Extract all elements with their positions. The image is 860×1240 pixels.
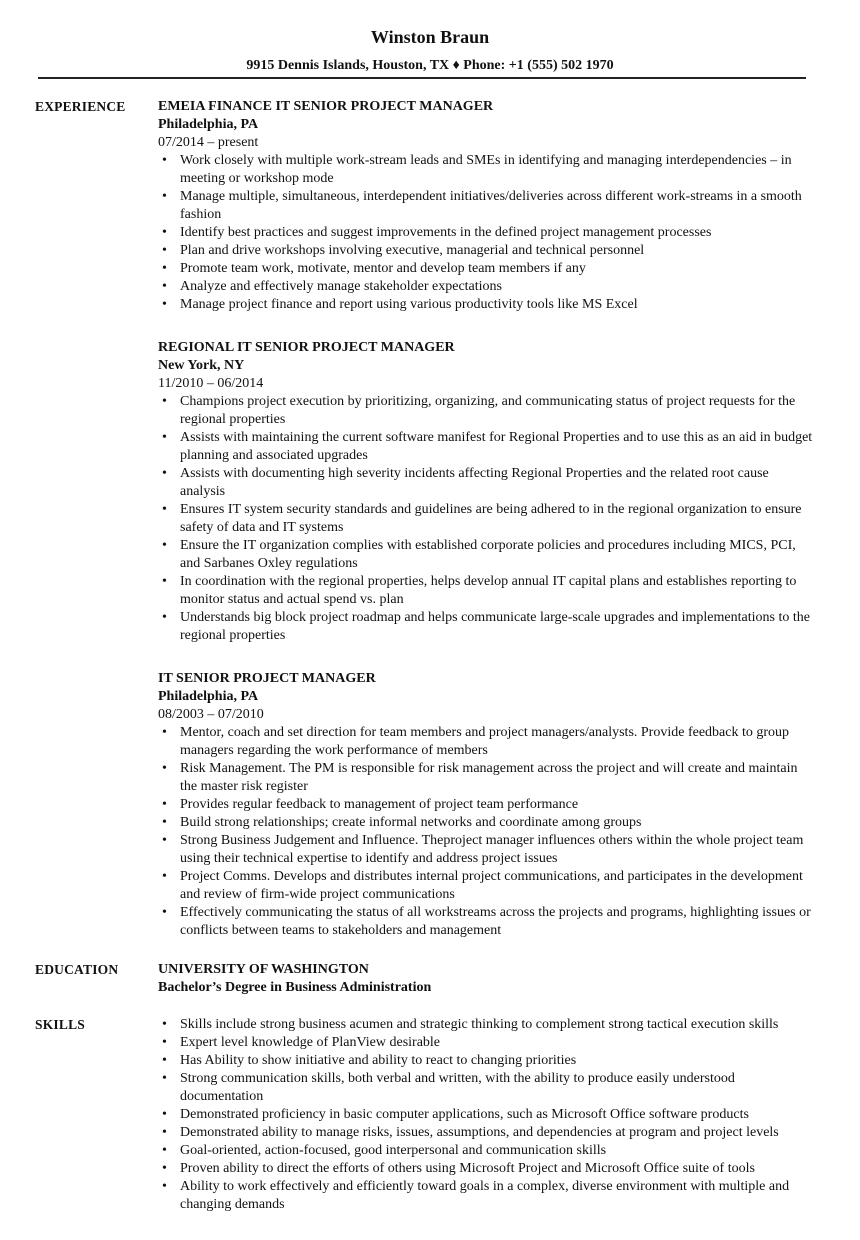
job-title: IT SENIOR PROJECT MANAGER bbox=[158, 671, 376, 686]
job-entry bbox=[158, 670, 813, 940]
bullet-item: • Risk Management. The PM is responsible for risk management across the project and will create and maintain the master risk register bbox=[158, 760, 813, 796]
bullet-item: • Ability to work effectively and efficiently toward goals in a complex, diverse environment with multiple and changing demands bbox=[158, 1178, 813, 1214]
bullet-item: • Proven ability to direct the efforts of others using Microsoft Project and Microsoft Office suite of tools bbox=[158, 1160, 813, 1178]
section-label-experience: EXPERIENCE bbox=[35, 99, 126, 114]
school-name: UNIVERSITY OF WASHINGTON bbox=[158, 962, 369, 977]
bullet-item: • Promote team work, motivate, mentor and develop team members if any bbox=[158, 260, 813, 278]
bullet-item: • Strong communication skills, both verbal and written, with the ability to produce easily understood documentation bbox=[158, 1070, 813, 1106]
bullet-item: • Ensure the IT organization complies with established corporate policies and procedures including MICS, PCI, and Sarbanes Oxley regulations bbox=[158, 537, 813, 573]
bullet-item: • Assists with documenting high severity incidents affecting Regional Properties and the related root cause analysis bbox=[158, 465, 813, 501]
bullet-item: • Provides regular feedback to management of project team performance bbox=[158, 796, 813, 814]
education-body bbox=[158, 961, 813, 997]
job-location: New York, NY bbox=[158, 358, 245, 373]
section-label-education: EDUCATION bbox=[35, 962, 119, 977]
job-bullets bbox=[158, 152, 813, 314]
bullet-item: • Assists with maintaining the current software manifest for Regional Properties and to use this as an aid in budget planning and associated upgrades bbox=[158, 429, 813, 465]
job-entry bbox=[158, 98, 813, 314]
bullet-item: • Skills include strong business acumen and strategic thinking to complement strong tactical execution skills bbox=[158, 1016, 813, 1034]
job-bullets bbox=[158, 393, 813, 645]
bullet-item: • Mentor, coach and set direction for team members and project managers/analysts. Provide feedback to group managers regarding the work performance of members bbox=[158, 724, 813, 760]
bullet-item: • In coordination with the regional properties, helps develop annual IT capital plans and establishes reporting to monitor status and actual spend vs. plan bbox=[158, 573, 813, 609]
experience-body bbox=[158, 98, 813, 965]
job-entry bbox=[158, 339, 813, 645]
bullet-item: • Goal-oriented, action-focused, good interpersonal and communication skills bbox=[158, 1142, 813, 1160]
job-title: REGIONAL IT SENIOR PROJECT MANAGER bbox=[158, 340, 455, 355]
job-title: EMEIA FINANCE IT SENIOR PROJECT MANAGER bbox=[158, 99, 494, 114]
bullet-item: • Strong Business Judgement and Influence. Theproject manager influences others within the whole project team using their technical expertise to identify and address project issues bbox=[158, 832, 813, 868]
bullet-item: • Manage multiple, simultaneous, interdependent initiatives/deliveries across different work-streams in a smooth fashion bbox=[158, 188, 813, 224]
job-location: Philadelphia, PA bbox=[158, 689, 259, 704]
job-dates: 11/2010 – 06/2014 bbox=[158, 376, 264, 391]
section-label-skills: SKILLS bbox=[35, 1017, 85, 1032]
skills-body bbox=[158, 1016, 813, 1214]
degree-name: Bachelor’s Degree in Business Administration bbox=[158, 980, 432, 995]
bullet-item: • Work closely with multiple work-stream leads and SMEs in identifying and managing interdependencies – in meeting or workshop mode bbox=[158, 152, 813, 188]
bullet-item: • Identify best practices and suggest improvements in the defined project management processes bbox=[158, 224, 813, 242]
bullet-item: • Expert level knowledge of PlanView desirable bbox=[158, 1034, 813, 1052]
bullet-item: • Analyze and effectively manage stakeholder expectations bbox=[158, 278, 813, 296]
bullet-item: • Plan and drive workshops involving executive, managerial and technical personnel bbox=[158, 242, 813, 260]
header-divider bbox=[38, 77, 806, 79]
bullet-item: • Effectively communicating the status of all workstreams across the projects and programs, highlighting issues or conflicts between teams to stakeholders and management bbox=[158, 904, 813, 940]
bullet-item: • Ensures IT system security standards and guidelines are being adhered to in the regional organization to ensure safety of data and IT systems bbox=[158, 501, 813, 537]
bullet-item: • Project Comms. Develops and distributes internal project communications, and participates in the development and review of firm-wide project communications bbox=[158, 868, 813, 904]
bullet-item: • Demonstrated proficiency in basic computer applications, such as Microsoft Office software products bbox=[158, 1106, 813, 1124]
bullet-item: • Understands big block project roadmap and helps communicate large-scale upgrades and implementations to the regional properties bbox=[158, 609, 813, 645]
job-dates: 07/2014 – present bbox=[158, 135, 259, 150]
job-location: Philadelphia, PA bbox=[158, 117, 259, 132]
job-dates: 08/2003 – 07/2010 bbox=[158, 707, 264, 722]
bullet-item: • Demonstrated ability to manage risks, issues, assumptions, and dependencies at program and project levels bbox=[158, 1124, 813, 1142]
skills-bullets bbox=[158, 1016, 813, 1214]
bullet-item: • Champions project execution by prioritizing, organizing, and communicating status of project requests for the regional properties bbox=[158, 393, 813, 429]
bullet-item: • Manage project finance and report using various productivity tools like MS Excel bbox=[158, 296, 813, 314]
resume-header bbox=[0, 0, 860, 75]
candidate-name: Winston Braun bbox=[370, 27, 490, 47]
bullet-item: • Build strong relationships; create informal networks and coordinate among groups bbox=[158, 814, 813, 832]
contact-line: 9915 Dennis Islands, Houston, TX ♦ Phone: +1 (555) 502 1970 bbox=[246, 58, 614, 73]
job-bullets bbox=[158, 724, 813, 940]
bullet-item: • Has Ability to show initiative and ability to react to changing priorities bbox=[158, 1052, 813, 1070]
